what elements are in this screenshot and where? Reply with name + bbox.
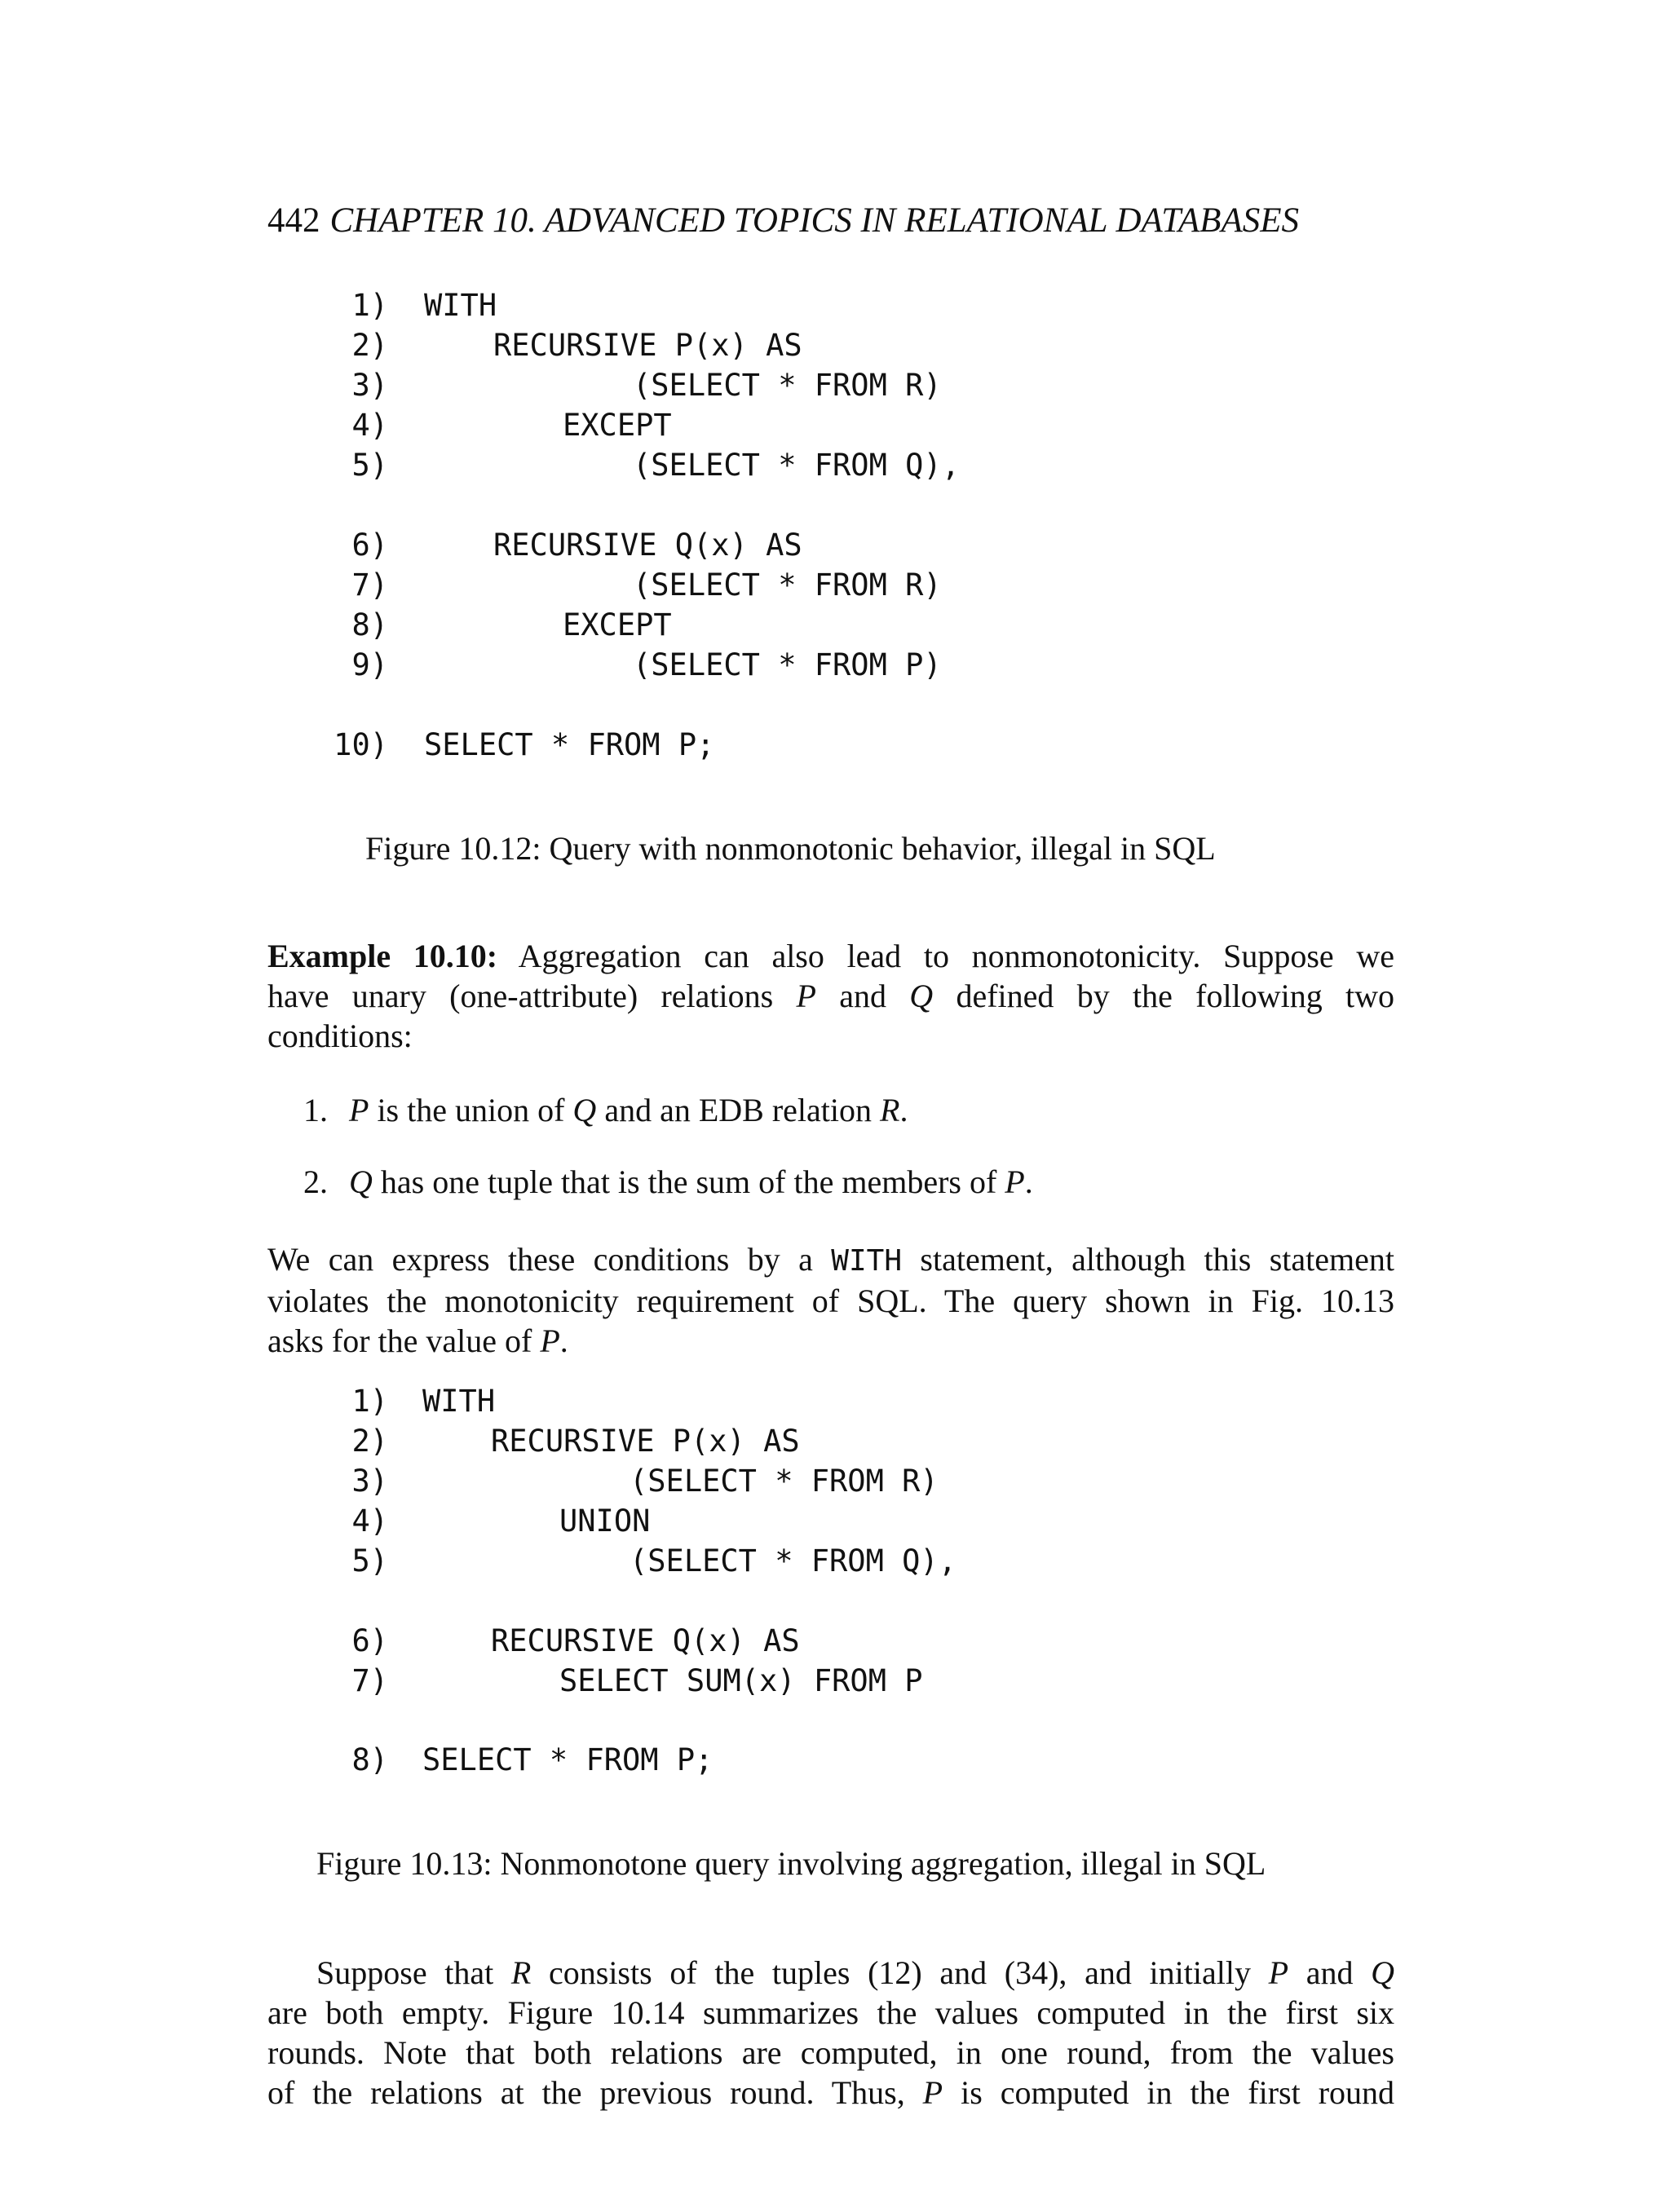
- keyword-with: WITH: [831, 1244, 902, 1278]
- line-number: 1): [351, 288, 388, 323]
- body-paragraph: [267, 1953, 1394, 2113]
- code-text: RECURSIVE P(x) AS: [493, 328, 802, 363]
- code-text: RECURSIVE Q(x) AS: [493, 528, 802, 563]
- code-text: (SELECT * FROM Q),: [633, 448, 960, 483]
- line-number: 1): [351, 1384, 388, 1419]
- code-text: SELECT * FROM P;: [424, 727, 715, 762]
- line-number: 2): [351, 328, 388, 363]
- figure-10-13-caption: Figure 10.13: Nonmonotone query involving aggregation, illegal in SQL: [316, 1845, 1266, 1882]
- code-text: (SELECT * FROM Q),: [630, 1543, 956, 1578]
- code-text: RECURSIVE P(x) AS: [491, 1424, 800, 1459]
- code-text: (SELECT * FROM R): [630, 1464, 939, 1499]
- line-number: 7): [351, 1663, 388, 1698]
- list-item: 2. Q has one tuple that is the sum of the members of P.: [303, 1163, 1033, 1200]
- paragraph-line: conditions:: [267, 1018, 413, 1054]
- code-text: (SELECT * FROM R): [633, 567, 942, 603]
- example-10-10-paragraph: [267, 936, 1394, 1056]
- figure-10-12-caption: Figure 10.12: Query with nonmonotonic behavior, illegal in SQL: [365, 830, 1216, 867]
- list-marker: 1.: [303, 1092, 328, 1128]
- list-item: 1. P is the union of Q and an EDB relation R.: [303, 1092, 908, 1128]
- code-text: (SELECT * FROM P): [633, 647, 942, 682]
- code-text: UNION: [559, 1503, 651, 1539]
- paragraph-line: are both empty. Figure 10.14 summarizes the values computed in the first six: [267, 1994, 1394, 2031]
- code-text: SELECT * FROM P;: [422, 1742, 714, 1777]
- code-text: WITH: [424, 288, 497, 323]
- example-label: Example 10.10:: [267, 938, 498, 974]
- code-text: WITH: [422, 1384, 496, 1419]
- line-number: 4): [351, 1503, 388, 1539]
- line-number: 6): [351, 528, 388, 563]
- code-text: SELECT SUM(x) FROM P: [559, 1663, 923, 1698]
- paragraph-line: of the relations at the previous round. Thus, P is computed in the first round: [267, 2074, 1395, 2111]
- code-text: EXCEPT: [563, 607, 672, 642]
- code-text: RECURSIVE Q(x) AS: [491, 1623, 800, 1658]
- line-number: 8): [351, 607, 388, 642]
- paragraph-line: rounds. Note that both relations are computed, in one round, from the values: [267, 2034, 1394, 2071]
- page-number: 442: [267, 201, 320, 240]
- line-number: 2): [351, 1424, 388, 1459]
- line-number: 7): [351, 567, 388, 603]
- line-number: 10): [334, 727, 388, 762]
- code-text: EXCEPT: [563, 408, 672, 443]
- paragraph-line: Suppose that R consists of the tuples (12) and (34), and initially P and Q: [316, 1954, 1395, 1991]
- paragraph-line: violates the monotonicity requirement of SQL. The query shown in Fig. 10.13: [267, 1283, 1394, 1319]
- list-marker: 2.: [303, 1163, 328, 1200]
- line-number: 3): [351, 368, 388, 403]
- paragraph-line: asks for the value of P.: [267, 1322, 568, 1359]
- line-number: 6): [351, 1623, 388, 1658]
- line-number: 5): [351, 1543, 388, 1578]
- line-number: 3): [351, 1464, 388, 1499]
- line-number: 5): [351, 448, 388, 483]
- body-paragraph: [267, 1239, 1394, 1361]
- paragraph-line: Example 10.10: Aggregation can also lead to nonmonotonicity. Suppose we: [267, 938, 1394, 974]
- running-header: [267, 201, 1299, 241]
- line-number: 4): [351, 408, 388, 443]
- chapter-title: CHAPTER 10. ADVANCED TOPICS IN RELATIONAL DATABASES: [329, 201, 1299, 240]
- paragraph-line: We can express these conditions by a WITH statement, although this statement: [267, 1241, 1395, 1278]
- paragraph-line: have unary (one-attribute) relations P and Q defined by the following two: [267, 978, 1395, 1014]
- code-text: (SELECT * FROM R): [633, 368, 942, 403]
- line-number: 8): [351, 1742, 388, 1777]
- line-number: 9): [351, 647, 388, 682]
